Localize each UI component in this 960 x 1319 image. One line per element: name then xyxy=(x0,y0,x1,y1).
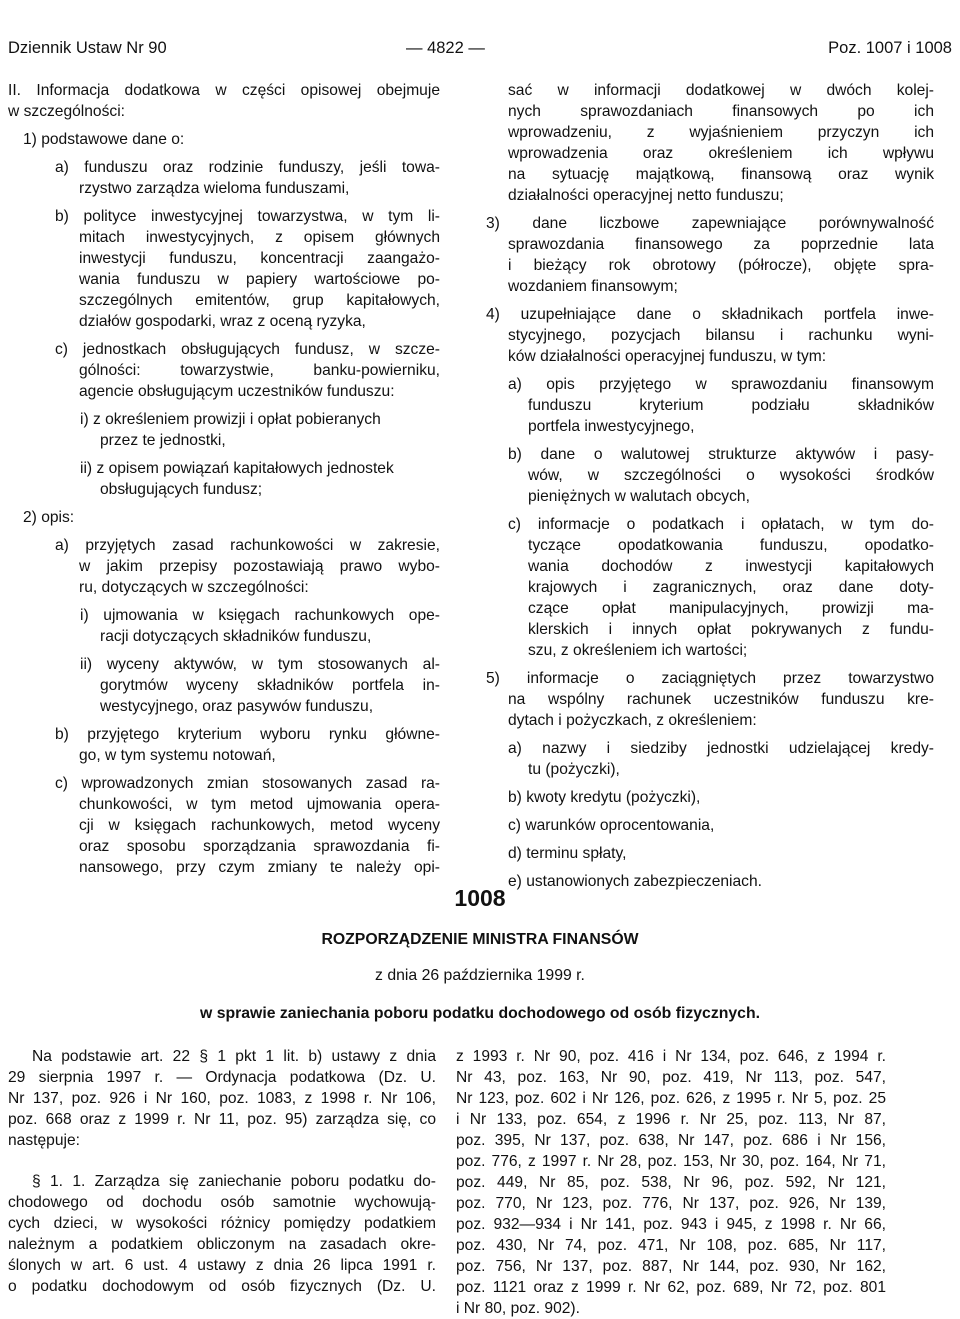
ordinance-date: z dnia 26 października 1999 r. xyxy=(375,967,585,984)
text-line: go, w tym systemu notowań, xyxy=(79,747,276,764)
text-line: ru, dotyczących w szczególności: xyxy=(79,579,309,596)
text-line: Nr 137, poz. 926 i Nr 160, poz. 1083, z 1998 r. Nr 106, xyxy=(8,1090,436,1107)
text-line: działów gospodarki, wraz z oceną ryzyka, xyxy=(79,313,366,330)
text-line: na wspólny rachunek uczestników funduszu kre- xyxy=(508,691,934,708)
text-line: poz. 776, z 1997 r. Nr 28, poz. 153, Nr 30, poz. 164, Nr 71, xyxy=(456,1153,886,1170)
text-line: 3) dane liczbowe zapewniające porównywalność xyxy=(486,215,934,232)
text-line: II. Informacja dodatkowa w części opisowej obejmuje xyxy=(8,82,440,99)
text-line: mitach inwestycyjnych, z opisem głównych xyxy=(79,229,440,246)
text-line: racji dotyczących składników funduszu, xyxy=(100,628,372,645)
text-line: 29 sierpnia 1997 r. — Ordynacja podatkowa (Dz. U. xyxy=(8,1069,436,1086)
text-line: a) przyjętych zasad rachunkowości w zakresie, xyxy=(55,537,440,554)
text-line: sać w informacji dodatkowej w dwóch kolej- xyxy=(508,82,934,99)
left-column xyxy=(8,80,440,878)
text-line: wania dochodów z inwestycji kapitałowych xyxy=(528,558,934,575)
text-line: pieniężnych w walutach obcych, xyxy=(528,488,750,505)
text-line: c) informacje o podatkach i opłatach, w tym do- xyxy=(508,516,934,533)
text-line: b) polityce inwestycyjnej towarzystwa, w tym li- xyxy=(55,208,440,225)
text-line: poz. 430, Nr 74, poz. 471, Nr 108, poz. 685, Nr 117, xyxy=(456,1237,886,1254)
text-line: a) nazwy i siedziby jednostki udzielającej kredy- xyxy=(508,740,934,757)
text-line: w szczególności: xyxy=(8,103,125,120)
text-line: westycyjnego, oraz pasywów funduszu, xyxy=(100,698,374,715)
text-line: sprawozdania finansowego za poprzednie lata xyxy=(508,236,934,253)
text-line: cji w księgach rachunkowych, metod wyceny xyxy=(79,817,440,834)
text-line: o podatku dochodowym od osób fizycznych (Dz. U. xyxy=(8,1278,436,1295)
text-line: poz. 770, Nr 123, poz. 776, Nr 137, poz. 926, Nr 139, xyxy=(456,1195,886,1212)
ordinance-title: ROZPORZĄDZENIE MINISTRA FINANSÓW xyxy=(321,931,639,948)
ordinance-subject: w sprawie zaniechania poboru podatku dochodowego od osób fizycznych. xyxy=(200,1005,760,1022)
text-line: wów, w szczególności o wysokości środków xyxy=(528,467,934,484)
text-line: obsługujących fundusz; xyxy=(100,481,263,498)
text-line: poz. 395, Nr 137, poz. 638, Nr 147, poz. 686 i Nr 156, xyxy=(456,1132,886,1149)
right-column xyxy=(486,80,934,892)
text-line: nych sprawozdaniach finansowych po ich xyxy=(508,103,934,120)
text-line: gólności: towarzystwie, banku-powierniku, xyxy=(79,362,440,379)
text-line: ków działalności operacyjnej funduszu, w tym: xyxy=(508,348,827,365)
text-line: ii) wyceny aktywów, w tym stosowanych al- xyxy=(80,656,440,673)
text-line: gorytmów wyceny składników portfela in- xyxy=(100,677,440,694)
text-line: szczególnych emitentów, grup kapitałowych, xyxy=(79,292,440,309)
page-number: — 4822 — xyxy=(406,39,485,57)
text-line: oraz sposobu sporządzania sprawozdania fi- xyxy=(79,838,440,855)
text-line: c) wprowadzonych zmian stosowanych zasad ra- xyxy=(55,775,440,792)
text-line: e) ustanowionych zabezpieczeniach. xyxy=(508,873,762,890)
text-line: tyczące opodatkowania funduszu, opodatko- xyxy=(528,537,934,554)
text-line: 1) podstawowe dane o: xyxy=(23,131,185,148)
text-line: krajowych i zagranicznych, oraz dane doty- xyxy=(528,579,934,596)
text-line: czące opłat manipulacyjnych, prowizji ma- xyxy=(528,600,934,617)
text-line: szu, z określeniem ich wartości; xyxy=(528,642,748,659)
text-line: ii) z opisem powiązań kapitałowych jednostek xyxy=(80,460,394,477)
text-line: a) funduszu oraz rodzinie funduszy, jeśli towa- xyxy=(55,159,440,176)
ordinance-number: 1008 xyxy=(454,885,506,911)
text-line: z 1993 r. Nr 90, poz. 416 i Nr 134, poz. 646, z 1994 r. xyxy=(456,1048,886,1065)
text-line: Nr 43, poz. 163, Nr 90, poz. 419, Nr 113, poz. 547, xyxy=(456,1069,886,1086)
text-line: agencie obsługującym uczestników funduszu: xyxy=(79,383,395,400)
text-line: i) ujmowania w księgach rachunkowych ope- xyxy=(80,607,440,624)
text-line: wprowadzenia oraz określeniem ich wpływu xyxy=(508,145,934,162)
text-line: c) jednostkach obsługujących fundusz, w szcze- xyxy=(55,341,440,358)
text-line: d) terminu spłaty, xyxy=(508,845,627,862)
text-line: rzystwo zarządza wieloma funduszami, xyxy=(79,180,350,197)
text-line: klerskich i innych opłat pokrywanych z fundu- xyxy=(528,621,934,638)
text-line: i Nr 133, poz. 654, z 1996 r. Nr 25, poz. 113, Nr 87, xyxy=(456,1111,886,1128)
text-line: poz. 932—934 i Nr 141, poz. 943 i 945, z 1998 r. Nr 66, xyxy=(456,1216,886,1233)
journal-title: Dziennik Ustaw Nr 90 xyxy=(8,39,167,57)
preamble-column xyxy=(8,1046,436,1297)
text-line: b) dane o walutowej strukturze aktywów i pasy- xyxy=(508,446,934,463)
text-line: § 1. 1. Zarządza się zaniechanie poboru podatku do- xyxy=(32,1173,436,1190)
text-line: portfela inwestycyjnego, xyxy=(528,418,695,435)
text-line: przez te jednostki, xyxy=(100,432,226,449)
text-line: i bieżący rok obrotowy (półrocze), objęte spra- xyxy=(508,257,934,274)
text-line: funduszu kryterium podziału składników xyxy=(528,397,934,414)
text-line: i Nr 80, poz. 902). xyxy=(456,1300,580,1317)
page-header xyxy=(8,38,952,58)
text-line: poz. 1121 oraz z 1999 r. Nr 62, poz. 689, Nr 72, poz. 801 xyxy=(456,1279,886,1296)
text-line: inwestycji funduszu, koncentracji zaangażo- xyxy=(79,250,440,267)
text-line: nansowego, przy czym zmiany te należy opi- xyxy=(79,859,440,876)
text-line: 4) uzupełniające dane o składnikach portfela inwe- xyxy=(486,306,934,323)
text-line: wania funduszu w papiery wartościowe po- xyxy=(79,271,440,288)
text-line: stycyjnego, pozycjach bilansu i rachunku wyni- xyxy=(508,327,934,344)
text-line: należnym a podatkiem obliczonym na zasadach okre- xyxy=(8,1236,436,1253)
text-line: chunkowości, w tym metod ujmowania opera- xyxy=(79,796,440,813)
text-line: dytach i pożyczkach, z określeniem: xyxy=(508,712,757,729)
text-line: poz. 668 oraz z 1999 r. Nr 11, poz. 95) zarządza się, co xyxy=(8,1111,436,1128)
position-reference: Poz. 1007 i 1008 xyxy=(828,39,952,57)
text-line: Nr 123, poz. 602 i Nr 126, poz. 626, z 1995 r. Nr 5, poz. 25 xyxy=(456,1090,886,1107)
text-line: b) przyjętego kryterium wyboru rynku główne- xyxy=(55,726,440,743)
text-line: działalności operacyjnej netto funduszu; xyxy=(508,187,784,204)
text-line: w jakim przepisy pozostawiają prawo wybo- xyxy=(79,558,440,575)
text-line: następuje: xyxy=(8,1132,80,1149)
text-line: poz. 756, Nr 137, poz. 887, Nr 144, poz. 930, Nr 162, xyxy=(456,1258,886,1275)
text-line: 5) informacje o zaciągniętych przez towarzystwo xyxy=(486,670,934,687)
text-line: ślonych w art. 6 ust. 4 ustawy z dnia 26 lipca 1991 r. xyxy=(8,1257,436,1274)
text-line: chodowego od dochodu osób samotnie wychowują- xyxy=(8,1194,436,1211)
text-line: wozdaniem finansowym; xyxy=(508,278,678,295)
text-line: na sytuację majątkową, finansową oraz wynik xyxy=(508,166,934,183)
text-line: cych dzieci, w wysokości różnicy pomiędzy podatkiem xyxy=(8,1215,436,1232)
text-line: c) warunków oprocentowania, xyxy=(508,817,715,834)
text-line: wprowadzeniu, z wyjaśnieniem przyczyn ich xyxy=(508,124,934,141)
text-line: i) z określeniem prowizji i opłat pobieranych xyxy=(80,411,381,428)
text-line: a) opis przyjętego w sprawozdaniu finansowym xyxy=(508,376,934,393)
text-line: poz. 449, Nr 85, poz. 538, Nr 96, poz. 592, Nr 121, xyxy=(456,1174,886,1191)
references-column xyxy=(456,1046,886,1319)
text-line: tu (pożyczki), xyxy=(528,761,620,778)
text-line: b) kwoty kredytu (pożyczki), xyxy=(508,789,701,806)
text-line: 2) opis: xyxy=(23,509,75,526)
text-line: Na podstawie art. 22 § 1 pkt 1 lit. b) ustawy z dnia xyxy=(32,1048,436,1065)
